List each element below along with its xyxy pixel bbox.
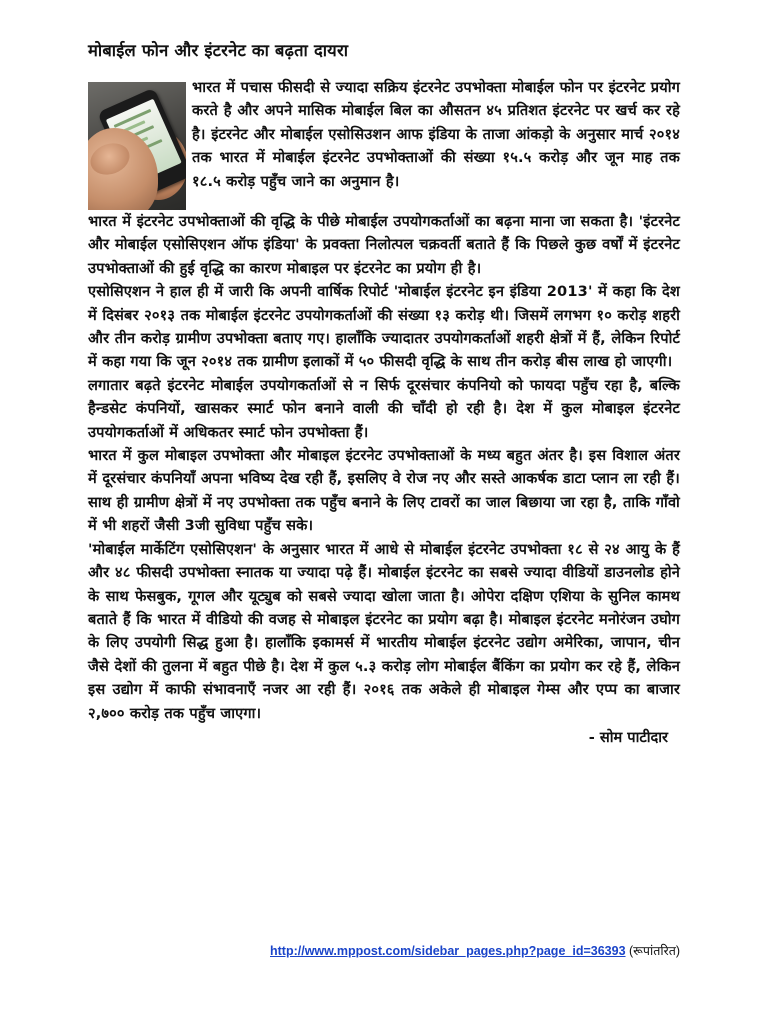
- author-signature: - सोम पाटीदार: [588, 728, 668, 746]
- source-line: [88, 942, 680, 959]
- source-link[interactable]: http://www.mppost.com/sidebar_pages.php?page_id=36393: [270, 944, 626, 958]
- article: [88, 38, 680, 751]
- article-title: मोबाईल फोन और इंटरनेट का बढ़ता दायरा: [88, 41, 349, 60]
- paragraph-4: लगातार बढ़ते इंटरनेट मोबाईल उपयोगकर्ताओं से न सिर्फ दूरसंचार कंपनियो को फायदा पहुँच रहा है, बल्कि हैन्डसेट कंपनियों, खासकर स्मार्ट फोन बनाने वाली की चाँदी हो रही है। देश में कुल मोबाइल इंटरनेट उपयोगकर्ताओं में अधिकतर स्मार्ट फोन उपभोक्ता हैं।: [88, 376, 680, 441]
- paragraph-6: 'मोबाईल मार्केटिंग एसोसिएशन' के अनुसार भारत में आधे से मोबाईल इंटरनेट उपभोक्ता १८ से २४ आयु के हैं और ४८ फीसदी उपभोक्ता स्नातक या ज्यादा पढ़े हैं। मोबाईल इंटरनेट का सबसे ज्यादा वीडियों डाउनलोड होने के साथ फेसबुक, गूगल और यूट्युब को सबसे ज्यादा खोला जाता है। ओपेरा दक्षिण एशिया के सुनिल कामथ बताते हैं कि भारत में वीडियो की वजह से मोबाइल इंटरनेट का प्रयोग बढ़ा है। मोबाइल इंटरनेट मनोरंजन उघोग के लिए उपयोगी सिद्ध हुआ है। हालाँकि इकामर्स में भारतीय मोबाईल इंटरनेट उद्योग अमेरिका, जापान, चीन जैसे देशों की तुलना में बहुत पीछे है। देश में कुल ५.३ करोड़ लोग मोबाईल बैंकिंग का प्रयोग कर रहे हैं, लेकिन इस उद्योग में काफी संभावनाएँ नजर आ रही हैं। २०१६ तक अकेले ही मोबाइल गेम्स और एप्प का बाजार २,७०० करोड़ तक पहुँच जाएगा।: [88, 540, 680, 722]
- paragraph-1: भारत में पचास फीसदी से ज्यादा सक्रिय इंटरनेट उपभोक्ता मोबाईल फोन पर इंटरनेट प्रयोग करते है और अपने मासिक मोबाईल बिल का औसतन ४५ प्रतिशत इंटरनेट पर खर्च कर रहे है। इंटरनेट और मोबाईल एसोसिउशन आफ इंडिया के ताजा आंकड़ो के अनुसार मार्च २०१४ तक भारत में मोबाईल इंटरनेट उपभोक्ताओं की संख्या १५.५ करोड़ और जून माह तक १८.५ करोड़ पहुँच जाने का अनुमान है।: [192, 79, 680, 190]
- source-note: (रूपांतरित): [629, 944, 680, 958]
- paragraph-3: एसोसिएशन ने हाल ही में जारी कि अपनी वार्षिक रिपोर्ट 'मोबाईल इंटरनेट इन इंडिया 2013' में कहा कि देश में दिसंबर २०१३ तक मोबाईल इंटरनेट उपयोगकर्ताओं की संख्या १३ करोड़ थी। जिसमें लगभग १० करोड़ शहरी और तीन करोड़ ग्रामीण उपभोक्ता बताए गए। हालाँकि ज्यादातर उपयोगकर्ताओं शहरी क्षेत्रों में हैं, लेकिन रिपोर्ट में कहा गया कि जून २०१४ तक ग्रामीण इलाकों में ५० फीसदी वृद्धि के साथ तीन करोड़ बीस लाख हो जाएगी।: [88, 283, 680, 371]
- smartphone-photo: [88, 82, 186, 210]
- paragraph-5: भारत में कुल मोबाइल उपभोक्ता और मोबाइल इंटरनेट उपभोक्ताओं के मध्य बहुत अंतर है। इस विशाल अंतर में दूरसंचार कंपनियाँ अपना भविष्य देख रही हैं, इसलिए वे रोज नए और सस्ते आकर्षक डाटा प्लान ला रही हैं। साथ ही ग्रामीण क्षेत्रों में नए उपभोक्ता तक पहुँच बनाने के लिए टावरों का जाल बिछाया जा रहा है, ताकि गाँवो में भी शहरों जैसी 3जी सुविधा पहुँच सके।: [88, 447, 680, 535]
- paragraph-2: भारत में इंटरनेट उपभोक्ताओं की वृद्धि के पीछे मोबाईल उपयोगकर्ताओं का बढ़ना माना जा सकता है। 'इंटरनेट और मोबाईल एसोसिएशन ऑफ इंडिया' के प्रवक्ता निलोत्पल चक्रवर्ती बताते हैं कि पिछले कुछ वर्षों में इंटरनेट उपभोक्ताओं की हुई वृद्धि का कारण मोबाइल पर इंटरनेट का प्रयोग ही है।: [88, 213, 680, 277]
